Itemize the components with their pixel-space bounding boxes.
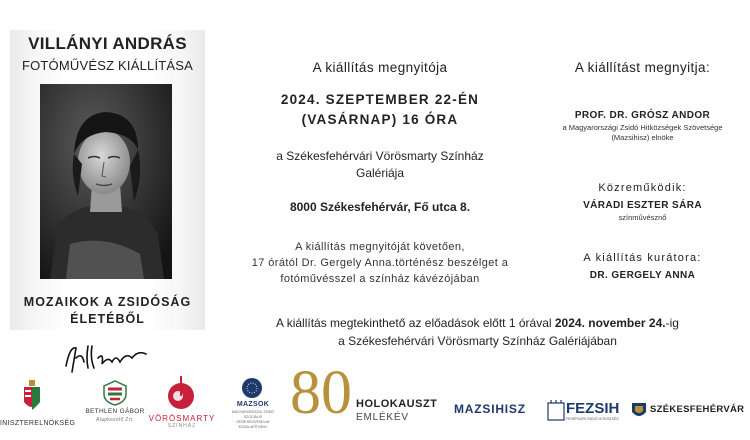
contributor-heading: Közreműködik: [598, 182, 687, 194]
opening-date-line1: 2024. SZEPTEMBER 22-ÉN [280, 92, 480, 107]
curator-name: DR. GERGELY ANNA [589, 270, 696, 281]
artist-signature [62, 338, 152, 378]
mazsihisz-logo-text: MAZSIHISZ [454, 402, 526, 416]
bethlen-gabor-logo-icon [102, 380, 128, 406]
eighty-mark: 80 [290, 359, 352, 427]
mazsok-logo-icon [241, 377, 263, 399]
exhibition-title-line2: ÉLETÉBŐL [70, 312, 145, 326]
holokauszt-text: HOLOKAUSZT [356, 398, 438, 410]
fezsih-logo-subtext: FEHÉRVÁRI ZSIDÓ HITKÖZSÉG [566, 417, 619, 421]
opening-address: 8000 Székesfehérvár, Fő utca 8. [289, 200, 471, 214]
artist-photo [40, 84, 172, 279]
szekesfehervar-crest-icon [631, 402, 647, 420]
fezsih-logo-text: FEZSIH [566, 400, 620, 417]
talk-description [225, 239, 535, 287]
emlekev-text: EMLÉKÉV [356, 412, 409, 423]
opener-role-line2: (Mazsihisz) elnöke [611, 133, 674, 142]
fezsih-logo-icon [547, 399, 565, 421]
opening-venue-line1: a Székesfehérvári Vörösmarty Színház [276, 149, 484, 163]
viewing-note-line1 [210, 314, 745, 332]
opener-role-line1: a Magyarországi Zsidó Hitközségek Szövetsége [562, 123, 723, 132]
talk-line2: 17 órától Dr. Gergely Anna.történész beszélget a [251, 257, 509, 269]
exhibition-title-line1: MOZAIKOK A ZSIDÓSÁG [23, 295, 192, 309]
bethlen-logo-name: BETHLEN GÁBOR [85, 408, 145, 415]
talk-line3: fotóművésszel a színház kávézójában [280, 273, 480, 285]
viewing-note-line2: a Székesfehérvári Vörösmarty Színház Galériájában [338, 334, 617, 348]
talk-line1: A kiállítás megnyitóját követően, [295, 241, 465, 253]
bethlen-logo-text [84, 408, 146, 424]
viewing-note-suffix: -ig [665, 316, 679, 330]
viewing-note-text: A kiállítás megtekinthető az előadások előtt 1 órával [276, 316, 552, 330]
ministry-logo-text: INISZTERELNÖKSÉG [0, 420, 76, 427]
szekesfehervar-logo-text: SZÉKESFEHÉRVÁR [650, 404, 745, 415]
opener-heading: A kiállítást megnyitja: [574, 60, 711, 75]
artist-subtitle: FOTÓMŰVÉSZ KIÁLLÍTÁSA [21, 58, 194, 73]
opener-role [540, 123, 745, 143]
opening-heading: A kiállítás megnyitója [312, 60, 448, 75]
opening-date [225, 90, 535, 130]
exhibition-title [10, 294, 205, 328]
bethlen-logo-sub: Alapkezelő Zrt. [96, 417, 134, 423]
opening-venue [225, 148, 535, 182]
opening-date-line2: (VASÁRNAP) 16 ÓRA [301, 112, 459, 127]
mazsok-logo-subtext: MAGYARORSZÁGI ZSIDÓ SZOCIÁLIS ÖRÖKSÉGVÉDELMI KÖZALAPÍTVÁNY [231, 410, 275, 429]
vorosmarty-theatre-logo-icon [166, 374, 196, 412]
viewing-note-date: 2024. november 24. [554, 316, 666, 330]
vorosmarty-logo-sub: SZÍNHÁZ [167, 423, 197, 429]
portrait-illustration [40, 84, 172, 279]
mazsok-logo-text: MAZSOK [236, 401, 270, 408]
hungarian-coat-of-arms-icon [22, 380, 42, 414]
opening-venue-line2: Galériája [355, 166, 405, 180]
viewing-note [210, 314, 745, 350]
opener-name: PROF. DR. GRÓSZ ANDOR [574, 110, 711, 121]
vorosmarty-logo-name: VÖRÖSMARTY [148, 414, 216, 423]
vorosmarty-logo-text [146, 414, 218, 429]
curator-heading: A kiállítás kurátora: [583, 252, 702, 264]
contributor-name: VÁRADI ESZTER SÁRA [583, 200, 702, 211]
contributor-role: színművésznő [618, 213, 667, 222]
artist-name: VILLÁNYI ANDRÁS [28, 34, 187, 53]
